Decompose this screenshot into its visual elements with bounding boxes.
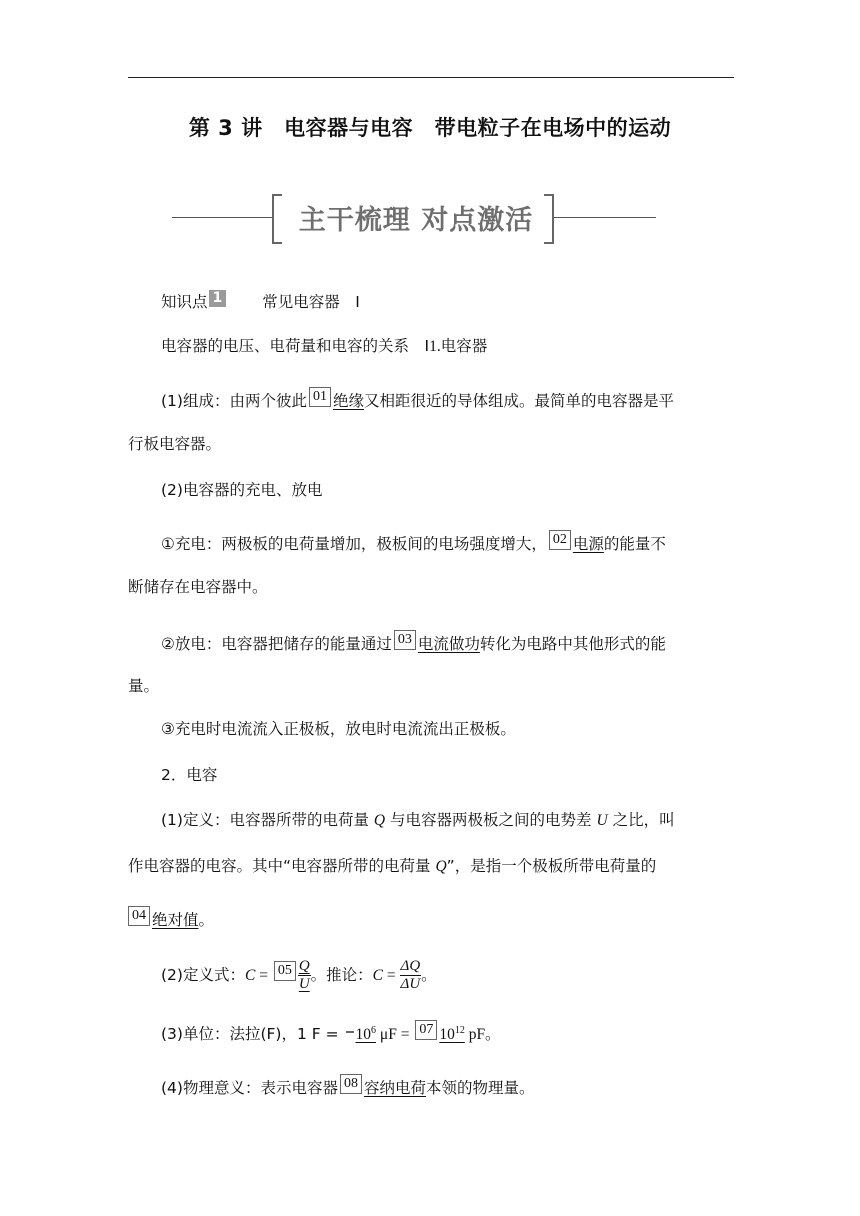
p6-end: 。 (198, 911, 215, 929)
answer-06-base: 10 (355, 1026, 372, 1043)
equals-sign-2: = (383, 967, 400, 984)
section-banner (172, 188, 656, 248)
blank-01: 01 (309, 387, 331, 407)
kp-title-2: 电容器的电压、电荷量和电容的关系 Ⅰ (161, 337, 430, 355)
equals-sign: = (255, 967, 272, 984)
paragraph-current-direction: ③充电时电流流入正极板，放电时电流流出正极板。 (161, 720, 516, 738)
p7-mid: 。推论： (310, 966, 373, 984)
blank-03: 03 (394, 630, 416, 650)
p4-text: ②放电：电容器把储存的能量通过 (161, 635, 392, 653)
paragraph-charge-discharge: (2)电容器的充电、放电 (161, 481, 323, 499)
p3-text-after: 的能量不 (603, 535, 666, 553)
answer-07-base: 10 (439, 1026, 455, 1043)
paragraph-units (128, 1020, 771, 1045)
blank-04: 04 (128, 906, 150, 926)
paragraph-charging-cont: 断储存在电容器中。 (128, 578, 268, 596)
fraction-q-over-u (298, 958, 311, 993)
kp-prefix: 知识点 (161, 293, 208, 311)
symbol-q-2: Q (435, 858, 447, 875)
p8-text: (3)单位：法拉(F)，1 F = (161, 1025, 344, 1043)
paragraph-definition-line3 (128, 906, 738, 930)
p6-line2-a: 作电容器的电容。其中“电容器所带的电荷量 (128, 857, 436, 875)
answer-07-exponent: 12 (454, 1025, 465, 1036)
banner-right-line (554, 217, 656, 218)
paragraph-definition (128, 810, 771, 831)
banner-left-line (172, 217, 272, 218)
symbol-c: C (244, 967, 256, 984)
symbol-c-2: C (372, 967, 384, 984)
banner-right-bracket (544, 194, 554, 244)
unit-pf: pF。 (464, 1026, 501, 1043)
paragraph-composition-cont: 行板电容器。 (128, 435, 222, 453)
fraction-dq-over-du (400, 958, 422, 993)
paragraph-composition (128, 387, 771, 411)
kp-number-badge: 1 (209, 290, 227, 307)
symbol-q: Q (373, 812, 386, 829)
blank-07: 07 (415, 1020, 437, 1040)
kp-title: 常见电容器 Ⅰ (262, 293, 360, 311)
p9-text: (4)物理意义：表示电容器 (161, 1079, 338, 1097)
p1-text: (1)组成：由两个彼此 (161, 392, 307, 410)
answer-02: 电源 (572, 535, 604, 553)
answer-06-exponent: 6 (371, 1025, 377, 1036)
answer-08: 容纳电荷 (363, 1079, 426, 1097)
paragraph-charging (128, 530, 771, 554)
fraction-numerator: Q (298, 958, 310, 974)
paragraph-definition-line2 (128, 856, 738, 877)
p1-text-after: 又相距很近的导体组成。最简单的电容器是平 (363, 392, 674, 410)
section-1-heading: 1.电容器 (429, 338, 488, 355)
p4-text-after: 转化为电路中其他形式的能 (479, 635, 666, 653)
p6-text-b: 与电容器两极板之间的电势差 (385, 811, 597, 829)
p6-text-a: (1)定义：电容器所带的电荷量 (161, 811, 374, 829)
answer-04: 绝对值 (152, 911, 199, 929)
p7-text: (2)定义式： (161, 966, 245, 984)
fraction-denominator-2: ΔU (400, 976, 421, 992)
paragraph-physical-meaning (128, 1074, 771, 1098)
blank-05: 05 (274, 961, 296, 981)
fraction-denominator: U (298, 976, 310, 992)
paragraph-discharging (128, 630, 771, 654)
blank-02: 02 (549, 530, 571, 550)
knowledge-point-subheading (128, 336, 771, 357)
answer-03: 电流做功 (417, 635, 480, 653)
knowledge-point-heading (128, 290, 771, 312)
p7-end: 。 (421, 966, 437, 984)
page-title: 第 3 讲 电容器与电容 带电粒子在电场中的运动 (188, 116, 672, 140)
symbol-u: U (596, 812, 608, 829)
answer-06 (356, 1026, 377, 1043)
top-rule (128, 77, 734, 78)
banner-text: 主干梳理 对点激活 (298, 205, 534, 236)
p9-text-after: 本领的物理量。 (425, 1079, 535, 1097)
p6-line2-b: ”，是指一个极板所带电荷量的 (446, 857, 657, 875)
p3-text: ①充电：两极板的电荷量增加，极板间的电场强度增大， (161, 535, 547, 553)
p6-text-c: 之比，叫 (607, 811, 675, 829)
answer-07 (439, 1026, 465, 1043)
blank-08: 08 (340, 1074, 362, 1094)
fraction-numerator-2: ΔQ (400, 958, 421, 974)
paragraph-formula (128, 958, 771, 993)
banner-left-bracket (272, 194, 282, 244)
answer-01: 绝缘 (332, 392, 364, 410)
section-2-heading: 2．电容 (161, 766, 218, 784)
unit-uf: μF = (376, 1026, 414, 1043)
blank-06 (346, 1031, 354, 1033)
paragraph-discharging-cont: 量。 (128, 677, 160, 695)
